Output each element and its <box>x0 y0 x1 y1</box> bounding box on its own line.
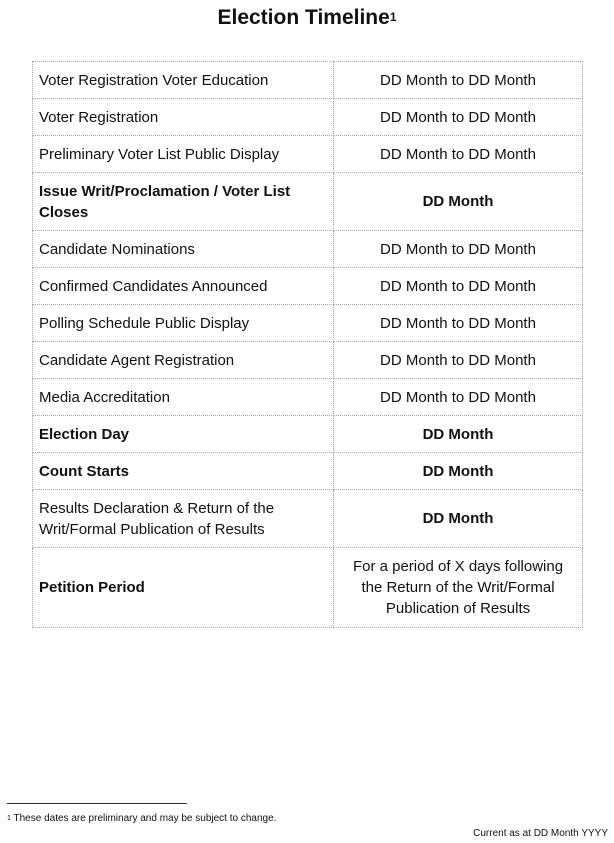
event-cell: Candidate Nominations <box>33 231 334 268</box>
table-row <box>33 305 583 342</box>
footnote <box>7 812 276 825</box>
date-cell: DD Month <box>334 453 583 490</box>
date-cell: DD Month to DD Month <box>334 136 583 173</box>
current-as-at-note: Current as at DD Month YYYY <box>473 828 608 839</box>
event-cell: Polling Schedule Public Display <box>33 305 334 342</box>
date-cell: DD Month to DD Month <box>334 305 583 342</box>
table-row <box>33 99 583 136</box>
event-cell: Preliminary Voter List Public Display <box>33 136 334 173</box>
table-row <box>33 453 583 490</box>
event-cell: Results Declaration & Return of the Writ/Formal Publication of Results <box>33 490 334 548</box>
event-cell: Count Starts <box>33 453 334 490</box>
table-row <box>33 416 583 453</box>
footnote-text: These dates are preliminary and may be subject to change. <box>13 813 277 824</box>
date-cell: DD Month to DD Month <box>334 99 583 136</box>
page-title <box>0 4 614 32</box>
title-footnote-marker: 1 <box>389 10 397 24</box>
date-cell: DD Month to DD Month <box>334 342 583 379</box>
event-cell: Confirmed Candidates Announced <box>33 268 334 305</box>
date-cell: DD Month to DD Month <box>334 379 583 416</box>
table-row <box>33 548 583 628</box>
table-row <box>33 379 583 416</box>
date-cell: DD Month <box>334 490 583 548</box>
footnote-divider <box>7 803 187 804</box>
footnote-marker: 1 <box>7 815 11 822</box>
table-row <box>33 490 583 548</box>
election-timeline-table <box>32 61 583 628</box>
date-cell: DD Month to DD Month <box>334 268 583 305</box>
event-cell: Issue Writ/Proclamation / Voter List Closes <box>33 173 334 231</box>
event-cell: Election Day <box>33 416 334 453</box>
page-title-text: Election Timeline <box>217 6 390 29</box>
table-row <box>33 342 583 379</box>
event-cell: Candidate Agent Registration <box>33 342 334 379</box>
date-cell: DD Month to DD Month <box>334 62 583 99</box>
event-cell: Media Accreditation <box>33 379 334 416</box>
event-cell: Voter Registration Voter Education <box>33 62 334 99</box>
table-row <box>33 268 583 305</box>
table-row <box>33 136 583 173</box>
date-cell: DD Month <box>334 416 583 453</box>
table-row <box>33 62 583 99</box>
date-cell: For a period of X days following the Return of the Writ/Formal Publication of Results <box>334 548 583 628</box>
event-cell: Petition Period <box>33 548 334 628</box>
event-cell: Voter Registration <box>33 99 334 136</box>
date-cell: DD Month <box>334 173 583 231</box>
table-row <box>33 231 583 268</box>
table-row <box>33 173 583 231</box>
date-cell: DD Month to DD Month <box>334 231 583 268</box>
